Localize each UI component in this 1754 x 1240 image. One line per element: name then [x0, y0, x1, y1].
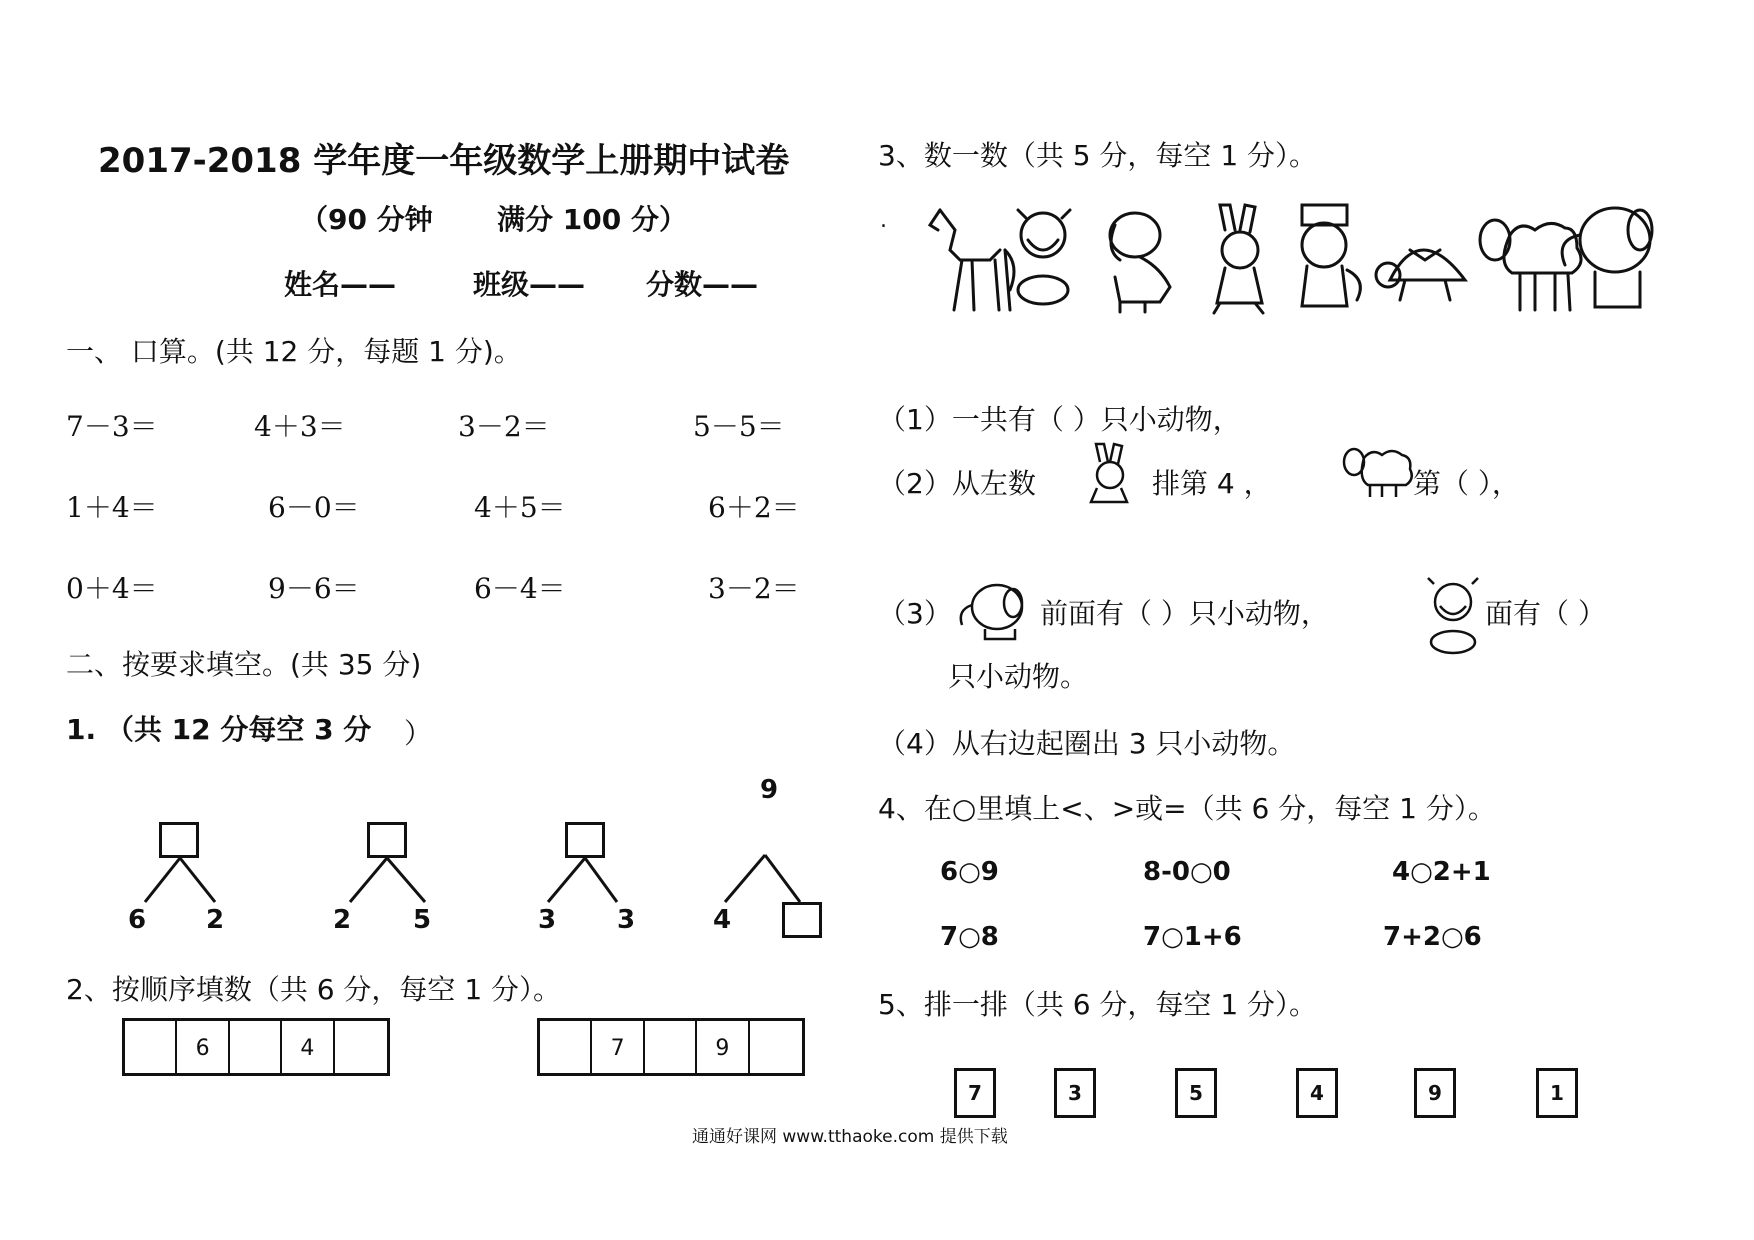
turtle-icon: [1376, 250, 1465, 300]
class-field[interactable]: 班级——: [473, 268, 586, 301]
sequence-cell[interactable]: [540, 1021, 592, 1075]
compare-item[interactable]: 7+2○6: [1383, 922, 1482, 952]
sequence-cell: 7: [592, 1021, 644, 1075]
sheep-icon: [1338, 440, 1418, 500]
time-limit: （90 分钟: [300, 203, 433, 236]
bond-number: 5: [413, 905, 432, 935]
equation: 5－5＝: [693, 410, 785, 443]
q3-2a: （2）从左数: [878, 467, 1036, 500]
answer-box[interactable]: [565, 822, 605, 858]
q3-3c: 面有（ ）: [1485, 597, 1606, 630]
footer-source: 通通好课网 www.tthaoke.com 提供下载: [692, 1127, 1008, 1147]
q3-3a: （3）: [878, 597, 952, 630]
answer-box[interactable]: [367, 822, 407, 858]
sequence-cell: 6: [177, 1021, 229, 1075]
q1-close-paren: ）: [404, 717, 433, 750]
sequence-boxes-1: [122, 1018, 390, 1076]
full-score: 满分 100 分）: [497, 203, 687, 236]
rabbit-icon: [1075, 440, 1145, 510]
equation: 6－4＝: [474, 572, 566, 605]
compare-item[interactable]: 8-0○0: [1143, 857, 1231, 887]
number-card: 7: [954, 1068, 996, 1118]
name-field[interactable]: 姓名——: [284, 268, 397, 301]
bond-number: 2: [333, 905, 352, 935]
q2-label: 2、按顺序填数（共 6 分，每空 1 分）。: [66, 973, 562, 1006]
q3-4: （4）从右边起圈出 3 只小动物。: [878, 727, 1296, 760]
equation: 9－6＝: [268, 572, 360, 605]
score-field[interactable]: 分数——: [646, 268, 759, 301]
bond-number: 3: [538, 905, 557, 935]
compare-item[interactable]: 4○2+1: [1392, 857, 1491, 887]
q5-label: 5、排一排（共 6 分，每空 1 分）。: [878, 988, 1318, 1021]
number-card: 3: [1054, 1068, 1096, 1118]
compare-item[interactable]: 6○9: [940, 857, 999, 887]
sequence-cell: 9: [697, 1021, 749, 1075]
stray-dot: .: [880, 208, 887, 233]
sequence-cell[interactable]: [750, 1021, 802, 1075]
sequence-cell: 4: [282, 1021, 334, 1075]
equation: 6－0＝: [268, 491, 360, 524]
frog-icon: [1418, 572, 1488, 657]
equation: 0＋4＝: [66, 572, 158, 605]
answer-box[interactable]: [782, 902, 822, 938]
elephant-icon: [955, 575, 1030, 645]
sequence-cell[interactable]: [335, 1021, 387, 1075]
sequence-cell[interactable]: [230, 1021, 282, 1075]
equation: 4＋3＝: [254, 410, 346, 443]
bond-number: 9: [760, 775, 779, 805]
q3-2c: 第（ ），: [1413, 467, 1520, 500]
number-card: 5: [1175, 1068, 1217, 1118]
q3-label: 3、数一数（共 5 分，每空 1 分）。: [878, 139, 1318, 172]
bond-number: 2: [206, 905, 225, 935]
bond-number: 3: [617, 905, 636, 935]
sequence-cell[interactable]: [125, 1021, 177, 1075]
bond-number: 6: [128, 905, 147, 935]
part2-heading: 二、按要求填空。(共 35 分): [66, 648, 422, 681]
sequence-cell[interactable]: [645, 1021, 697, 1075]
compare-item[interactable]: 7○1+6: [1143, 922, 1242, 952]
equation: 6＋2＝: [708, 491, 800, 524]
rabbit-icon: [1214, 205, 1263, 313]
q3-3b: 前面有（ ）只小动物，: [1040, 597, 1329, 630]
part1-heading: 一、 口算。(共 12 分，每题 1 分)。: [66, 335, 522, 368]
equation: 3－2＝: [708, 572, 800, 605]
answer-box[interactable]: [159, 822, 199, 858]
number-card: 9: [1414, 1068, 1456, 1118]
page-title: 2017-2018 学年度一年级数学上册期中试卷: [98, 141, 790, 181]
horse-icon: [930, 210, 1014, 310]
number-card: 4: [1296, 1068, 1338, 1118]
q3-1: （1）一共有（ ）只小动物，: [878, 403, 1241, 436]
equation: 3－2＝: [458, 410, 550, 443]
bond-number: 4: [713, 905, 732, 935]
equation: 1＋4＝: [66, 491, 158, 524]
equation: 7－3＝: [66, 410, 158, 443]
q3-2b: 排第 4 ，: [1152, 467, 1272, 500]
frog-icon: [1018, 210, 1070, 304]
q4-label: 4、在○里填上<、>或=（共 6 分，每空 1 分）。: [878, 792, 1496, 825]
q1-label: 1. （共 12 分每空 3 分: [66, 713, 372, 746]
q3-3d: 只小动物。: [948, 660, 1089, 693]
animal-lineup: [910, 200, 1660, 320]
dog-icon: [1110, 213, 1170, 312]
equation: 4＋5＝: [474, 491, 566, 524]
monkey-icon: [1302, 205, 1360, 306]
number-card: 1: [1536, 1068, 1578, 1118]
elephant-icon: [1562, 208, 1652, 307]
compare-item[interactable]: 7○8: [940, 922, 999, 952]
sequence-boxes-2: [537, 1018, 805, 1076]
